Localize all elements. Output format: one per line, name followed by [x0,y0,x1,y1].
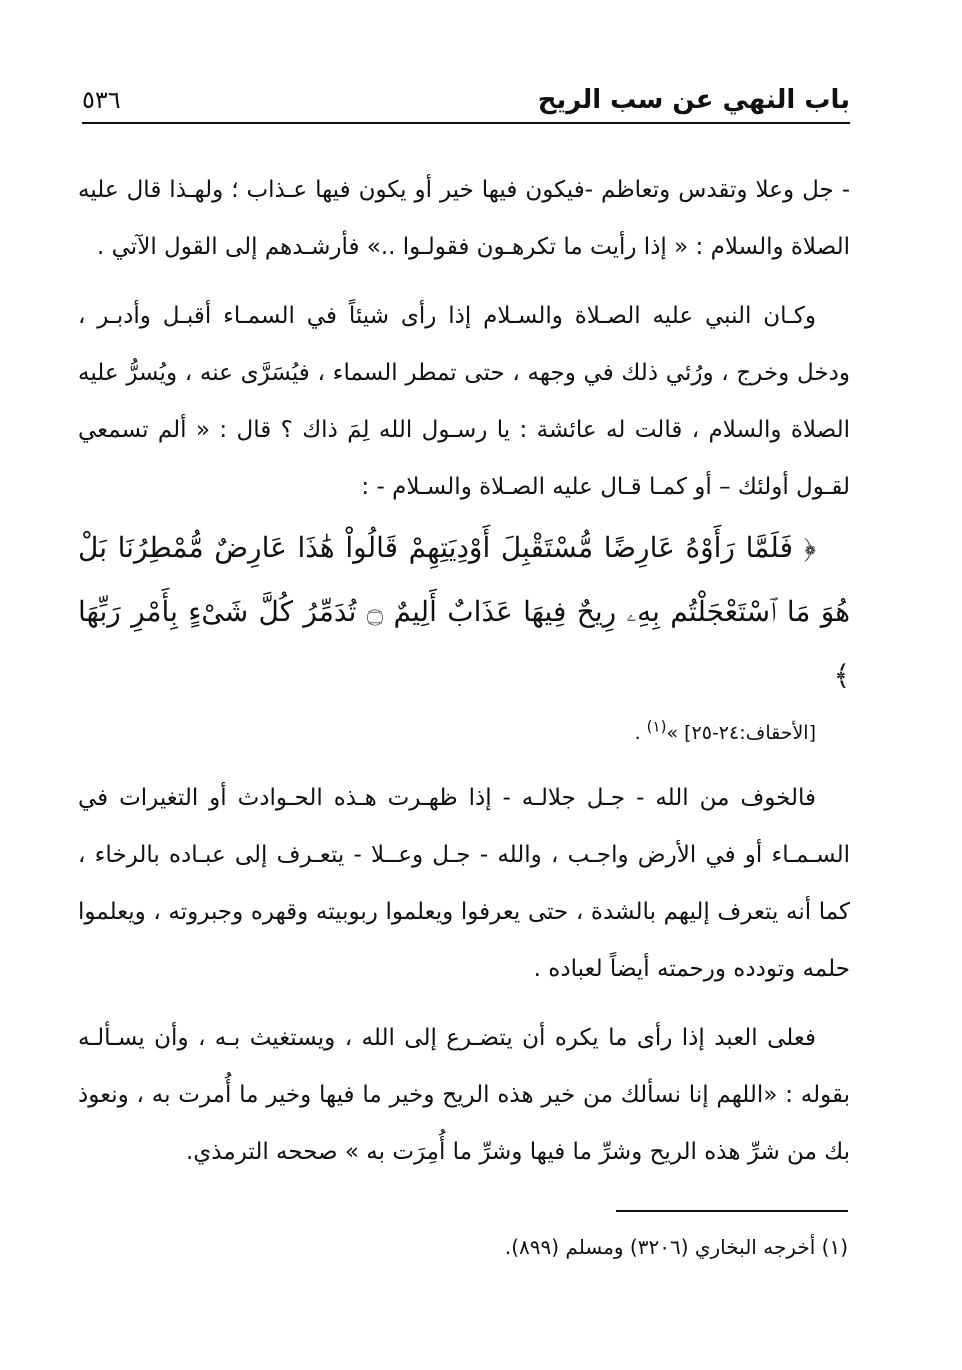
header-rule [82,122,850,124]
verse-citation: [الأحقاف:٢٤-٢٥] » [666,722,816,744]
footnote-reference: (١) [646,717,667,736]
paragraph-3: فالخوف من الله - جـل جلالـه - إذا ظهـرت هـذه الحـوادث أو التغيرات في السـمـاء أو في الأرض واجـب ، والله - جـل وعــلا - يتعـرف إلى عبـاده بالرخاء ، كما أنه يتعرف إليهم بالشدة ، حتى يعرفوا ويعلموا ربوبيته وقهره وجبروته ، ويعلموا حلمه وتودده ورحمته أيضاً لعباده . [78,785,850,982]
paragraph-1: - جل وعلا وتقدس وتعاظم -فيكون فيها خير أو يكون فيها عـذاب ؛ ولهـذا قال عليه الصلاة والسلام : « إذا رأيت ما تكرهـون فقولـوا ..» فأرشـدهم إلى القول الآتي . [78,177,850,260]
chapter-title: باب النهي عن سب الريح [537,85,850,115]
footnote-rule [616,1210,848,1212]
body-text [78,162,850,1193]
paragraph-2 [78,288,850,758]
footnote: (١) أخرجه البخاري (٣٢٠٦) ومسلم (٨٩٩). [504,1235,848,1259]
quran-verse: ﴿ فَلَمَّا رَأَوْهُ عَارِضًا مُّسْتَقْبِلَ أَوْدِيَتِهِمْ قَالُواْ هَٰذَا عَارِضٌ مُّمْطِرُنَا بَلْ هُوَ مَا ٱسْتَعْجَلْتُم بِهِۦ رِيحٌ فِيهَا عَذَابٌ أَلِيمٌ ۝ تُدَمِّرُ كُلَّ شَىْءٍ بِأَمْرِ رَبِّهَا ﴾ [78,531,850,692]
running-header [82,78,850,122]
paragraph-4: فعلى العبد إذا رأى ما يكره أن يتضـرع إلى الله ، ويستغيث بـه ، وأن يسـألـه بقوله : «اللهم إنا نسألك من خير هذه الريح وخير ما فيها وخير ما أُمرت به ، ونعوذ بك من شرِّ هذه الريح وشرِّ ما فيها وشرِّ ما أُمِرَت به » صححه الترمذي. [78,1025,850,1165]
verse-citation-line [78,708,850,758]
paragraph-2-text: وكـان النبي عليه الصـلاة والسـلام إذا رأى شيئاً في السمـاء أقبـل وأدبـر ، ودخل وخرج ، ورُئي ذلك في وجهه ، حتى تمطر السماء ، فيُسَرَّى عنه ، ويُسرُّ عليه الصلاة والسلام ، قالت له عائشة : يا رسـول الله لِمَ ذاك ؟ قال : « ألم تسمعي لقـول أولئك – أو كمـا قـال عليه الصـلاة والسـلام - : [78,303,850,500]
paragraph-2-end: . [634,722,647,744]
page-number: ٥٣٦ [82,86,121,114]
